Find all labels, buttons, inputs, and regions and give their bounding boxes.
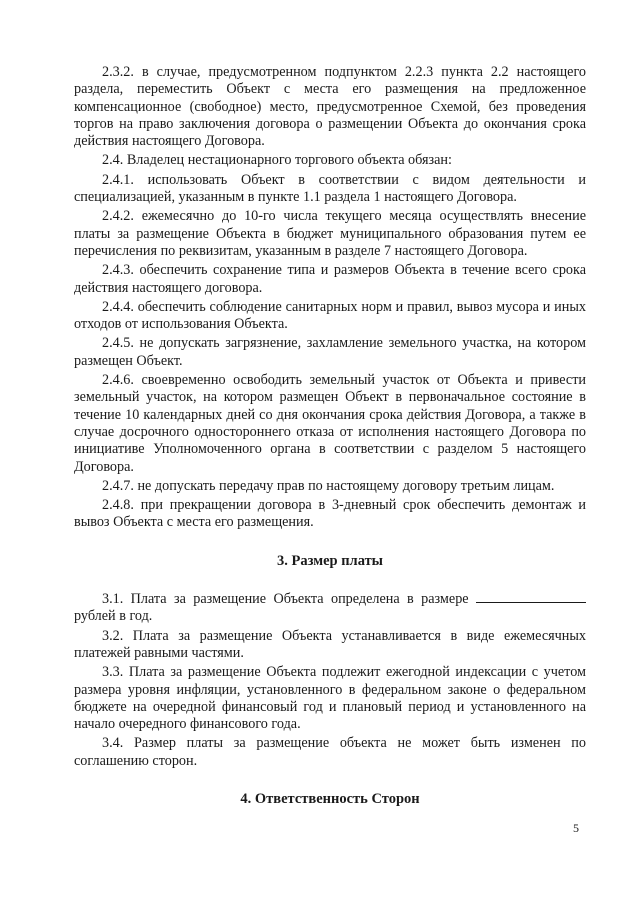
- paragraph-2-4-3: 2.4.3. обеспечить сохранение типа и размеров Объекта в течение всего срока действия настоящего договора.: [74, 262, 586, 296]
- paragraph-2-4-7: 2.4.7. не допускать передачу прав по настоящему договору третьим лицам.: [102, 477, 555, 494]
- paragraph-3-1: [74, 590, 586, 626]
- paragraph-2-4-5: 2.4.5. не допускать загрязнение, захламление земельного участка, на котором размещен Объект.: [74, 335, 586, 369]
- paragraph-2-4-4: 2.4.4. обеспечить соблюдение санитарных норм и правил, вывоз мусора и иных отходов от использования Объекта.: [74, 298, 586, 333]
- paragraph-3-3: 3.3. Плата за размещение Объекта подлежит ежегодной индексации с учетом размера уровня инфляции, установленного в федеральном законе о федеральном бюджете на очередной финансовый год и плановый период и установленного на начало очередного финансового года.: [74, 664, 586, 733]
- paragraph-3-1-end: рублей в год.: [74, 608, 153, 625]
- section-4-heading: 4. Ответственность Сторон: [240, 790, 420, 807]
- paragraph-3-1-start: 3.1. Плата за размещение Объекта определена в размере: [102, 591, 469, 608]
- document-body: [74, 64, 586, 808]
- page-number: 5: [573, 821, 579, 835]
- paragraph-2-3-2: 2.3.2. в случае, предусмотренном подпунктом 2.2.3 пункта 2.2 настоящего раздела, переместить Объект с места его размещения на предложенное компенсационное (свободное) место, предусмотренное Схемой, без проведения торгов на право заключения договора о размещении Объекта до окончания срока действия настоящего Договора.: [74, 64, 586, 150]
- paragraph-2-4-1: 2.4.1. использовать Объект в соответствии с видом деятельности и специализацией, указанным в пункте 1.1 раздела 1 настоящего Договора.: [74, 171, 586, 206]
- paragraph-2-4-8: 2.4.8. при прекращении договора в 3-дневный срок обеспечить демонтаж и вывоз Объекта с места его размещения.: [74, 497, 586, 531]
- paragraph-2-4-2: 2.4.2. ежемесячно до 10-го числа текущего месяца осуществлять внесение платы за размещение Объекта в бюджет муниципального образования путем ее перечисления по реквизитам, указанным в разделе 7 настоящего Договора.: [74, 208, 586, 259]
- paragraph-3-2: 3.2. Плата за размещение Объекта устанавливается в виде ежемесячных платежей равными частями.: [74, 627, 586, 661]
- payment-amount-blank: [476, 590, 586, 603]
- paragraph-2-4: 2.4. Владелец нестационарного торгового объекта обязан:: [102, 152, 452, 169]
- paragraph-3-4: 3.4. Размер платы за размещение объекта не может быть изменен по соглашению сторон.: [74, 735, 586, 769]
- paragraph-2-4-6: 2.4.6. своевременно освободить земельный участок от Объекта и привести земельный участок, на котором размещен Объект в первоначальное состояние в течение 10 календарных дней со дня окончания срока действия Договора, а также в случае досрочного одностороннего отказа от исполнения настоящего Договора по инициативе Уполномоченного органа в соответствии с разделом 5 настоящего Договора.: [74, 372, 586, 475]
- section-3-heading: 3. Размер платы: [276, 552, 384, 569]
